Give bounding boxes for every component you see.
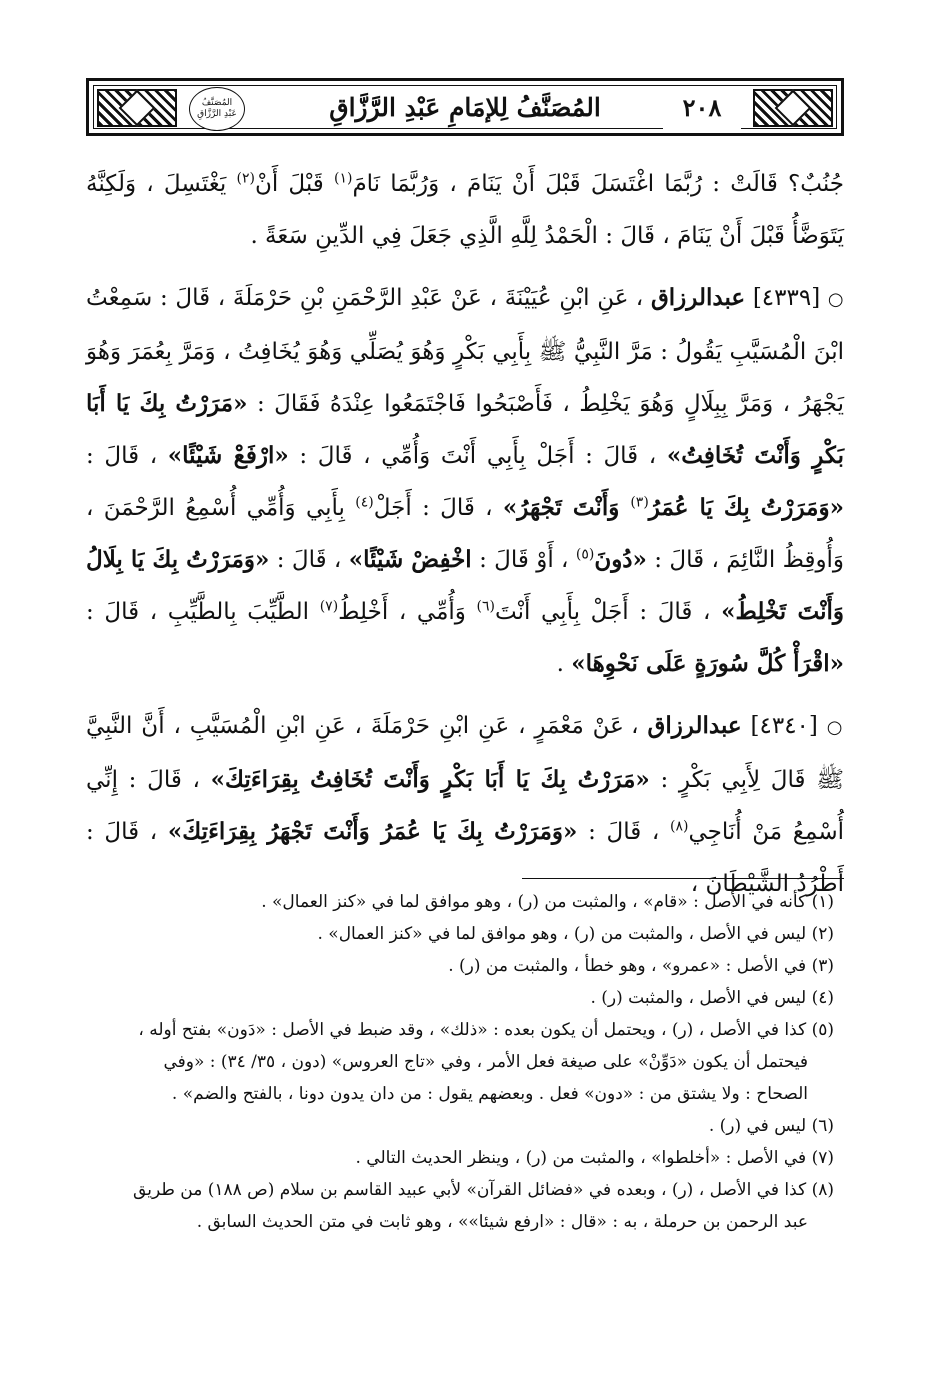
text-run: ، أَوْ قَالَ :: [479, 547, 569, 573]
text-run: ، قَالَ : أَطْرُدُ الشَّيْطَانَ ،: [86, 819, 844, 897]
hadith-author: عبدالرزاق: [650, 284, 746, 311]
hadith-4339: [86, 272, 844, 690]
prophet-quote: «مَرَرْتُ بِكَ يَا أَبَا بَكْرٍ وَأَنْتَ تُخَافِتُ بِقِرَاءَتِكَ»: [210, 766, 650, 793]
footnote-2: (٢) ليس في الأصل ، والمثبت من (ر) ، وهو موافق لما في «كنز العمال» .: [317, 924, 834, 944]
prophet-quote: «وَمَرَرْتُ بِكَ يَا عُمَرُ: [648, 494, 844, 521]
footnote-divider: [522, 878, 844, 879]
hadith-author: عبدالرزاق: [647, 712, 742, 739]
footnote-ref-5: (٥): [575, 546, 595, 563]
prophet-quote: اخْفِضْ شَيْئًا»: [348, 546, 472, 573]
footnote-ref-4: (٤): [355, 494, 374, 511]
footnote-ref-8: (٨): [669, 818, 689, 835]
footnote-7: (٧) في الأصل : «أخلطوا» ، والمثبت من (ر) ، وينظر الحديث التالي .: [355, 1148, 834, 1168]
isnad: ، عَنِ ابْنِ عُيَيْنَةَ ، عَنْ عَبْدِ الرَّحْمَنِ بْنِ حَرْمَلَةَ ، قَالَ : سَمِعْتُ ابْنَ الْمُسَيَّبِ يَقُولُ : مَرَّ النَّبِيُّ ﷺ بِأَبِي بَكْرٍ وَهُوَ يُصَلِّي وَهُوَ يُخَافِتُ ، وَمَرَّ بِعُمَرَ وَهُوَ يَجْهَرُ ، وَمَرَّ بِبِلَالٍ وَهُوَ يَخْلِطُ ، فَأَصْبَحُوا فَاجْتَمَعُوا عِنْدَهُ فَقَالَ :: [86, 285, 844, 417]
seal-line-1: المُصَنَّفُ: [201, 98, 233, 108]
footnote-ref-1: (١): [333, 170, 353, 187]
footnote-ref-6: (٦): [476, 598, 496, 615]
prophet-quote: «مَرَرْتُ بِكَ يَا أَبَا بَكْرٍ وَأَنْتَ تُخَافِتُ»: [86, 390, 845, 469]
prophet-quote: «ارْفَعْ شَيْئًا»: [167, 442, 289, 469]
text-run: قَبْلَ أَنْ: [254, 171, 334, 197]
running-title: المُصَنَّفُ لِلإمَامِ عَبْدِ الرَّزَّاقِ: [329, 93, 601, 122]
text-run: بِأَبِي وَأُمِّي أُسْمِعُ الرَّحْمَنَ ، وَأُوقِظُ النَّائِمَ ، قَالَ :: [86, 495, 845, 573]
text-run: .: [556, 651, 564, 677]
main-text: [86, 158, 844, 920]
text-run: ، قَالَ : أَجَلْ بِأَبِي أَنْتَ وَأُمِّي ، قَالَ :: [299, 443, 657, 469]
footnote-ref-7: (٧): [319, 598, 339, 615]
prophet-quote: «اقْرَأْ كُلَّ سُورَةٍ عَلَى نَحْوِهَا»: [571, 650, 844, 677]
footnote-3: (٣) في الأصل : «عمرو» ، وهو خطأ ، والمثبت من (ر) .: [448, 956, 834, 976]
prophet-quote: «دُونَ: [594, 546, 647, 573]
text-run: ، قَالَ : أَجَلْ بِأَبِي أَنْتَ: [495, 599, 711, 625]
text-run: وَأُمِّي ، أَخْلِطُ: [338, 599, 477, 625]
footnote-5: [86, 1014, 844, 1110]
text-run: ، قَالَ : أَجَلْ: [373, 495, 493, 521]
hadith-number: [٤٣٤٠]: [750, 713, 818, 739]
footnote-5-line-2: فيحتمل أن يكون «دَوِّنْ» على صيغة فعل الأمر ، وفي «تاج العروس» (دون ، ٣٥/ ٣٤) : «وفي: [163, 1052, 808, 1072]
footnote-8: [86, 1174, 844, 1238]
footnote-8-line-1: (٨) كذا في الأصل ، (ر) ، وبعده في «فضائل القرآن» لأبي عبيد القاسم بن سلام (ص ١٨٨) من طريق: [133, 1180, 834, 1200]
text-run: ، قَالَ :: [588, 819, 660, 845]
footnote-4: (٤) ليس في الأصل ، والمثبت (ر) .: [590, 988, 834, 1008]
prophet-quote: «وَمَرَرْتُ بِكَ يَا عُمَرُ وَأَنْتَ تَجْهَرُ بِقِرَاءَتِكَ»: [167, 818, 578, 845]
footnotes: [86, 886, 844, 1238]
left-ornament-icon: [97, 89, 177, 127]
footnote-1: (١) كأنه في الأصل : «قام» ، والمثبت من (ر) ، وهو موافق لما في «كنز العمال» .: [261, 892, 834, 912]
page-header: [86, 78, 844, 136]
footnote-5-line-3: الصحاح : ولا يشتق من : «دون» فعل . وبعضهم يقول : من دان يدون دونا ، بالفتح والضم» .: [171, 1084, 808, 1104]
footnote-8-line-2: عبد الرحمن بن حرملة ، به : «قال : «ارفع شيئا»» ، وهو ثابت في متن الحديث السابق .: [196, 1212, 808, 1232]
hadith-number: [٤٣٣٩]: [752, 285, 821, 311]
seal-line-2: عَبْدِ الرَّزَّاقِ: [197, 109, 237, 119]
footnote-ref-3: (٣): [630, 494, 649, 511]
hadith-marker: ○: [827, 289, 844, 310]
text-run: جُنُبٌ؟ قَالَتْ : رُبَّمَا اغْتَسَلَ قَبْلَ أَنْ يَنَامَ ، وَرُبَّمَا نَامَ: [352, 171, 844, 197]
text-run: الطَّيِّبَ بِالطَّيِّبِ ، قَالَ :: [86, 599, 320, 625]
text-run: ، قَالَ :: [86, 443, 158, 469]
text-run: يَغْتَسِلَ ، وَلَكِنَّهُ يَتَوَضَّأُ قَبْلَ أَنْ يَنَامَ ، قَالَ : الْحَمْدُ لِلَّهِ الَّذِي جَعَلَ فِي الدِّينِ سَعَةً .: [86, 171, 844, 249]
prophet-quote: «وَمَرَرْتُ بِكَ يَا بِلَالُ وَأَنْتَ تَخْلِطُ»: [86, 546, 845, 625]
text-run: ، قَالَ : إِنِّي أُسْمِعُ مَنْ أُنَاجِي: [86, 767, 844, 845]
footnote-6: (٦) ليس في (ر) .: [708, 1116, 834, 1136]
hadith-marker: ○: [826, 717, 844, 738]
paragraph-continuation: [86, 158, 844, 262]
footnote-ref-2: (٢): [236, 170, 255, 187]
prophet-quote: وَأَنْتَ تَجْهَرُ»: [502, 494, 631, 521]
isnad: ، عَنْ مَعْمَرٍ ، عَنِ ابْنِ حَرْمَلَةَ ، عَنِ ابْنِ الْمُسَيَّبِ ، أَنَّ النَّبِيَّ ﷺ قَالَ لِأَبِي بَكْرٍ :: [86, 713, 844, 793]
right-ornament-icon: [753, 89, 833, 127]
footnote-5-line-1: (٥) كذا في الأصل ، (ر) ، ويحتمل أن يكون بعده : «ذلك» ، وقد ضبط في الأصل : «دَون» بفتح أوله ،: [138, 1020, 834, 1040]
text-run: ، قَالَ :: [276, 547, 342, 573]
book-seal: [189, 87, 245, 131]
page-number: ٢٠٨: [663, 87, 741, 129]
